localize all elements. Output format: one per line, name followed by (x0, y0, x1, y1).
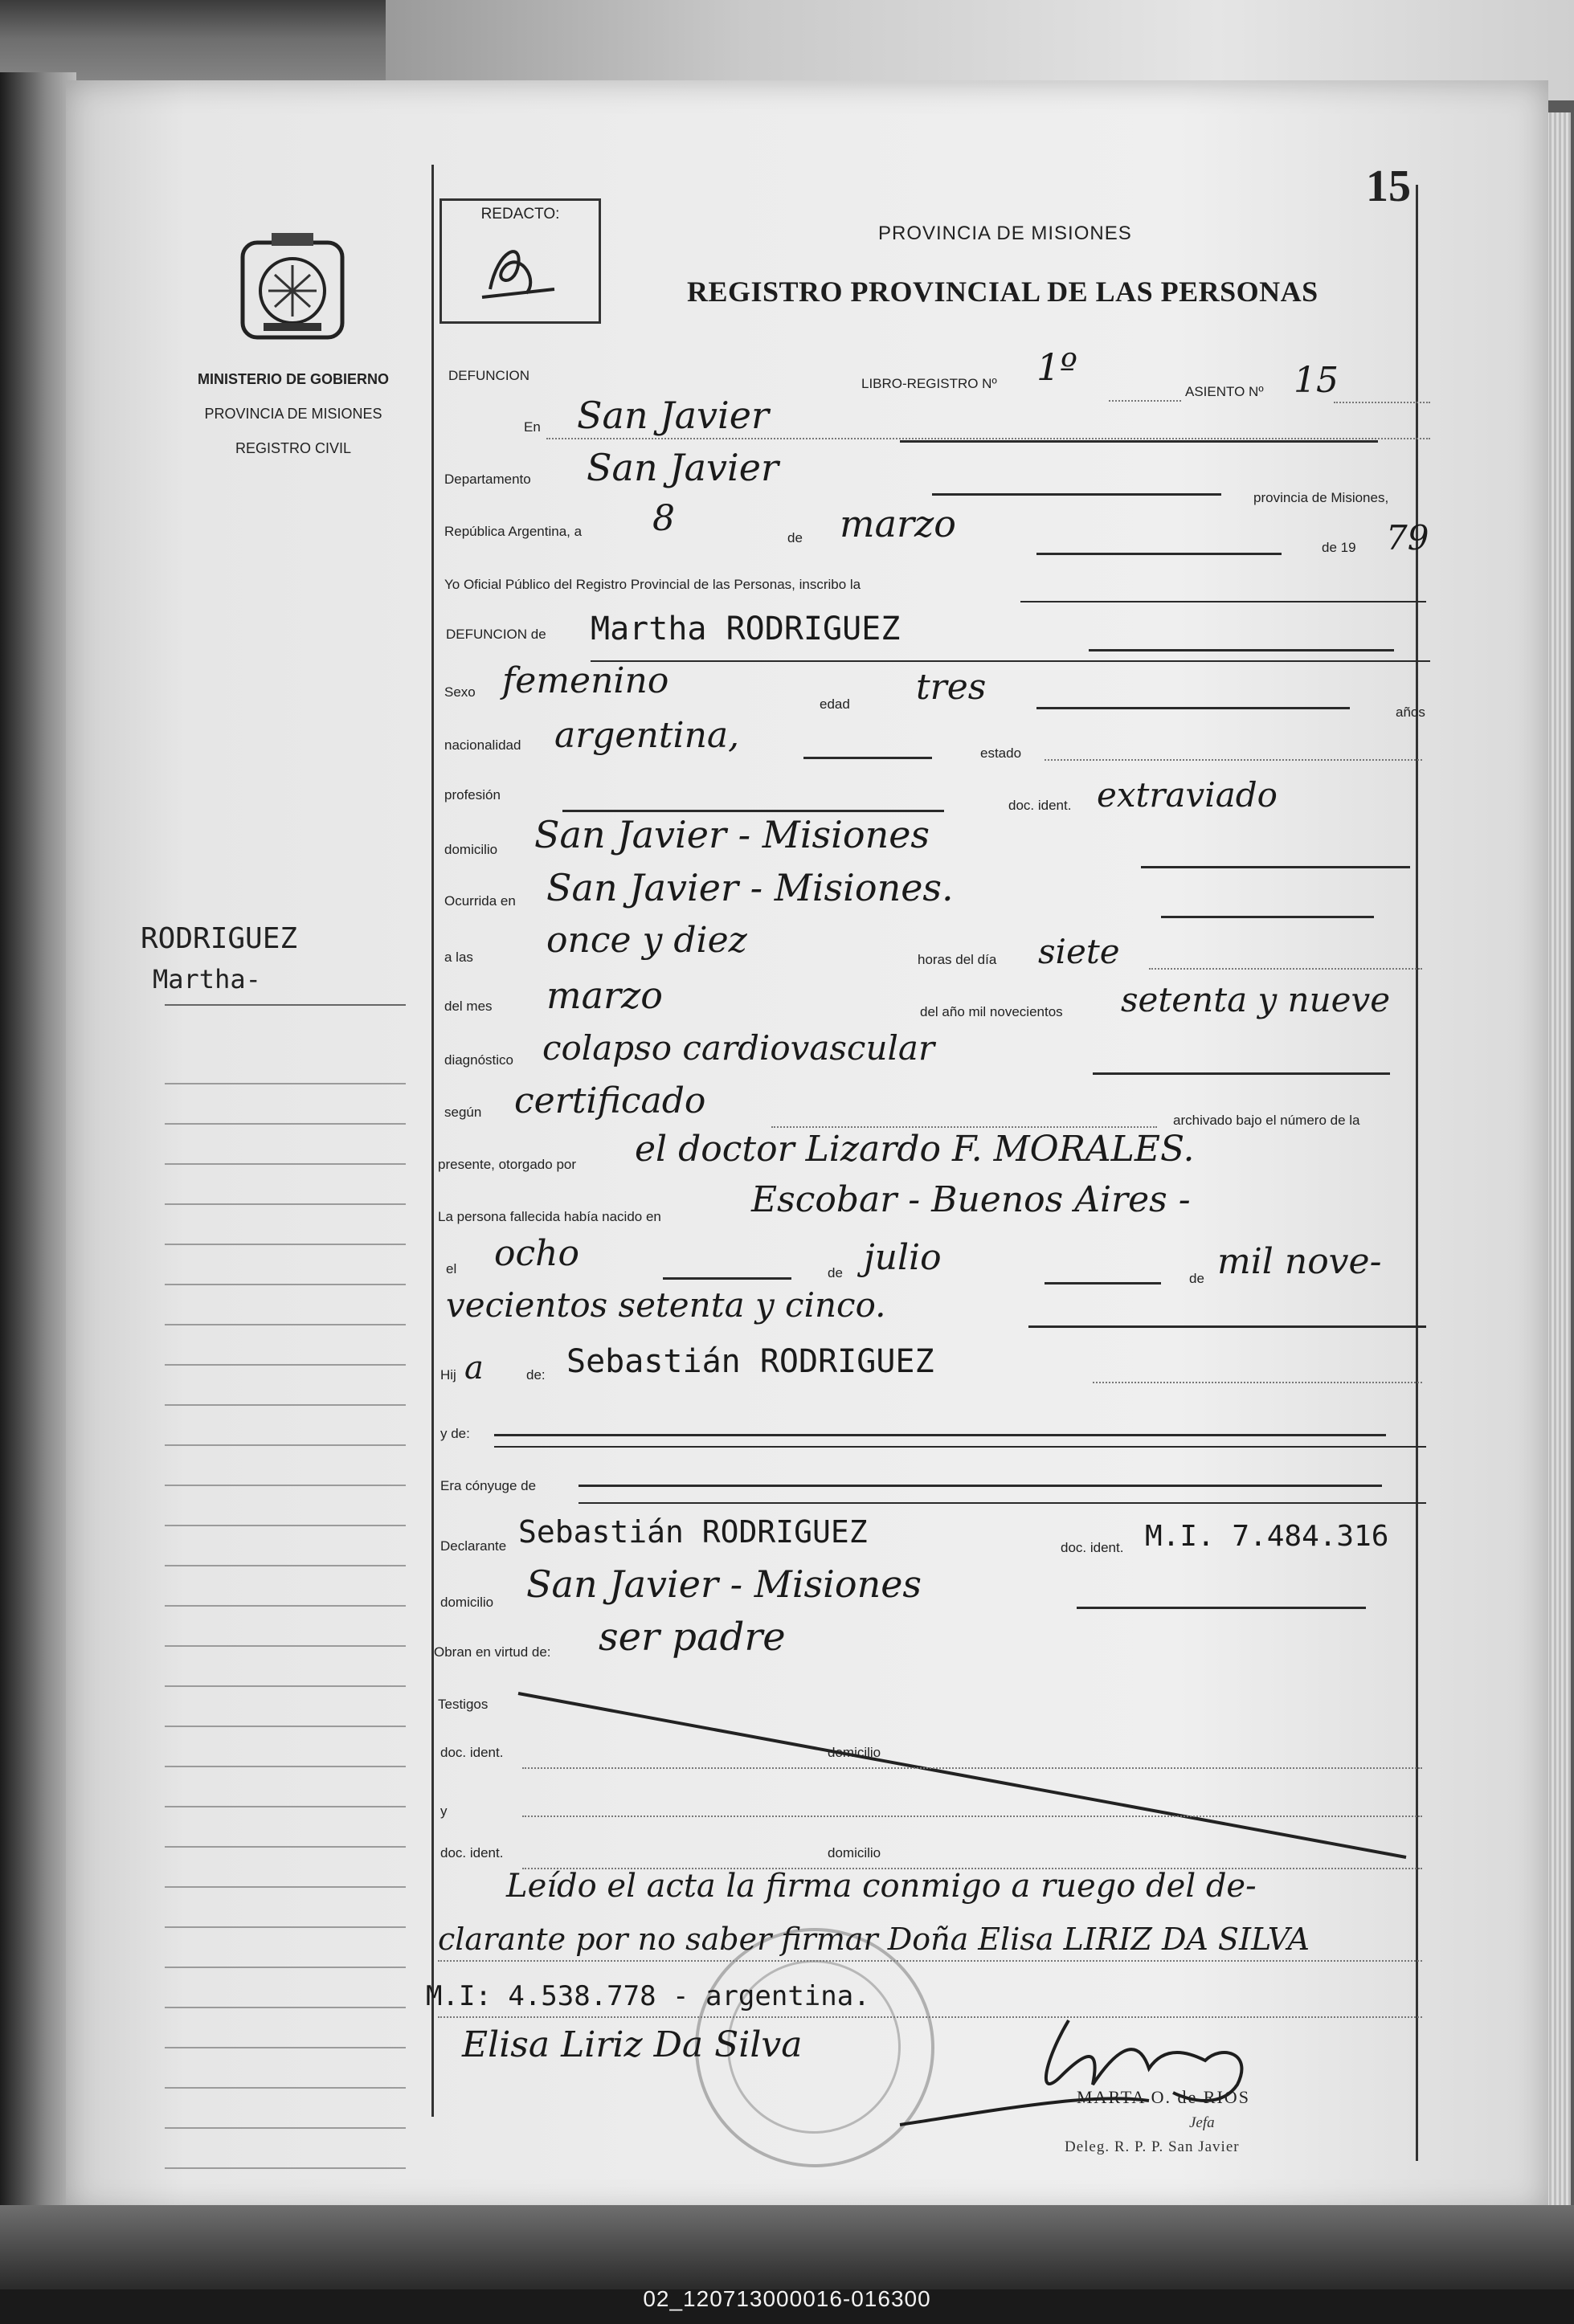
entry-hora: once y diez (546, 920, 747, 961)
ministry-province: PROVINCIA DE MISIONES (204, 406, 382, 422)
dotted-line (1045, 759, 1422, 761)
dotted-line (438, 1960, 1422, 1962)
label-sexo: Sexo (444, 684, 476, 700)
label-y-de: y de: (440, 1426, 470, 1441)
entry-ano: 79 (1386, 518, 1429, 558)
label-asiento: ASIENTO Nº (1185, 384, 1264, 399)
entry-padre: Sebastián RODRIGUEZ (566, 1343, 934, 1380)
line-fill (1141, 866, 1410, 868)
label-yo-oficial: Yo Oficial Público del Registro Provincial de las Personas, inscribo la (444, 577, 861, 592)
entry-libro-no: 1º (1036, 345, 1077, 389)
scan-table-edge (0, 2205, 1574, 2289)
line-fill (578, 1485, 1382, 1487)
entry-en: San Javier (577, 394, 769, 437)
label-declarante: Declarante (440, 1538, 507, 1554)
cancel-stroke-icon (514, 1687, 1414, 1864)
label-doc-ident-testigo-1: doc. ident. (440, 1745, 504, 1760)
entry-sexo: femenino (502, 660, 669, 701)
label-doc-ident-declarante: doc. ident. (1061, 1540, 1124, 1555)
line-fill (1089, 649, 1394, 651)
closing-line-1: Leído el acta la firma conmigo a ruego del de- (506, 1868, 1257, 1905)
label-del-ano: del año mil novecientos (920, 1004, 1063, 1019)
closing-line-2: clarante por no saber firmar Doña Elisa LIRIZ DA SILVA (438, 1922, 1310, 1957)
officer-title: Jefa (1189, 2114, 1215, 2131)
label-y: y (440, 1803, 448, 1819)
line-fill (1020, 601, 1426, 602)
label-libro-registro: LIBRO-REGISTRO Nº (861, 376, 997, 391)
file-caption: 02_120713000016-016300 (643, 2286, 931, 2311)
label-la-persona: La persona fallecida había nacido en (438, 1209, 661, 1224)
label-defuncion-de: DEFUNCION de (446, 627, 546, 642)
line-fill (562, 810, 944, 812)
line-fill (900, 440, 1378, 443)
ministry-civil-registry: REGISTRO CIVIL (235, 440, 352, 456)
label-hij: Hij (440, 1367, 456, 1383)
entry-declarante-doc: M.I. 7.484.316 (1145, 1520, 1389, 1553)
line-fill (591, 660, 1430, 662)
line-fill (1077, 1607, 1366, 1609)
label-de-19: de 19 (1322, 540, 1356, 555)
label-departamento: Departamento (444, 472, 531, 487)
line-fill (803, 757, 932, 759)
line-fill (932, 493, 1221, 496)
entry-nombre: Martha RODRIGUEZ (591, 611, 901, 647)
label-en: En (524, 419, 541, 435)
dotted-line (1109, 400, 1181, 402)
margin-underline (165, 1004, 406, 1006)
label-presente: presente, otorgado por (438, 1157, 577, 1172)
line-fill (1036, 707, 1350, 709)
line-fill (1028, 1325, 1426, 1328)
dotted-line (546, 438, 1430, 439)
line-fill (578, 1502, 1426, 1504)
dotted-line (1093, 1382, 1422, 1383)
label-de: de (787, 530, 803, 545)
entry-dia-texto: siete (1038, 932, 1120, 971)
margin-given-name: Martha- (153, 964, 261, 995)
label-archivado: archivado bajo el número de la (1173, 1113, 1360, 1128)
label-el: el (446, 1261, 457, 1276)
margin-ruled-lines (165, 1044, 406, 2169)
label-defuncion-type: DEFUNCION (448, 368, 530, 383)
margin-surname: RODRIGUEZ (141, 922, 298, 955)
entry-nacido-ano-2: vecientos setenta y cinco. (446, 1285, 886, 1325)
entry-edad: tres (916, 667, 987, 708)
label-domicilio-testigo-1: domicilio (828, 1745, 881, 1760)
entry-ocurrida-en: San Javier - Misiones. (546, 866, 954, 909)
header-registry-title: REGISTRO PROVINCIAL DE LAS PERSONAS (687, 276, 1318, 308)
entry-declarante: Sebastián RODRIGUEZ (518, 1514, 868, 1550)
officer-name: MARTA O. de RIOS (1077, 2087, 1250, 2107)
line-fill (1036, 553, 1282, 555)
entry-nacido-en: Escobar - Buenos Aires - (751, 1179, 1191, 1220)
entry-nacido-dia: ocho (494, 1233, 579, 1274)
label-domicilio-testigo-2: domicilio (828, 1845, 881, 1860)
dotted-line (522, 1815, 1422, 1817)
label-estado: estado (980, 745, 1022, 761)
redacto-signature-icon (474, 233, 570, 313)
label-testigos: Testigos (438, 1697, 489, 1712)
entry-nacido-ano-1: mil nove- (1217, 1241, 1382, 1282)
line-fill (1093, 1072, 1390, 1075)
label-era-conyuge: Era cónyuge de (440, 1478, 537, 1493)
dotted-line (522, 1767, 1422, 1769)
entry-mes-texto: marzo (546, 974, 663, 1017)
label-diagnostico: diagnóstico (444, 1052, 514, 1068)
label-domicilio: domicilio (444, 842, 498, 857)
entry-hij-suffix: a (464, 1350, 484, 1387)
redacto-label: REDACTO: (480, 206, 560, 223)
line-fill (1045, 1282, 1161, 1285)
label-doc-ident: doc. ident. (1008, 798, 1072, 813)
entry-segun: certificado (514, 1080, 706, 1121)
form-border-left (431, 165, 434, 2117)
dotted-line (771, 1126, 1157, 1128)
entry-obran: ser padre (599, 1615, 786, 1660)
officer-office: Deleg. R. P. P. San Javier (1065, 2138, 1240, 2155)
entry-asiento-no: 15 (1294, 360, 1339, 401)
redacto-box (439, 198, 601, 324)
label-segun: según (444, 1105, 482, 1120)
label-de-c: de (1189, 1271, 1204, 1286)
label-anos: años (1396, 705, 1425, 720)
line-fill (663, 1277, 791, 1280)
entry-dia: 8 (652, 498, 675, 539)
dotted-line (1334, 402, 1430, 403)
coat-of-arms-icon (239, 233, 345, 341)
entry-ano-texto: setenta y nueve (1121, 980, 1391, 1019)
book-cover-left (0, 72, 76, 2225)
line-fill (494, 1446, 1426, 1448)
label-de-b: de (828, 1265, 843, 1280)
entry-mes: marzo (840, 502, 956, 545)
label-domicilio-declarante: domicilio (440, 1595, 494, 1610)
label-nacionalidad: nacionalidad (444, 737, 521, 753)
label-horas-del-dia: horas del día (918, 952, 997, 967)
label-a-las: a las (444, 950, 473, 965)
line-fill (494, 1434, 1386, 1436)
ministry-title: MINISTERIO DE GOBIERNO (197, 371, 390, 387)
entry-diagnostico: colapso cardiovascular (542, 1028, 935, 1068)
label-obran: Obran en virtud de: (434, 1644, 551, 1660)
entry-departamento: San Javier (587, 446, 779, 489)
entry-otorgado-por: el doctor Lizardo F. MORALES. (635, 1129, 1195, 1170)
closing-line-3: M.I: 4.538.778 - argentina. (426, 1980, 870, 2012)
page-number: 15 (1366, 161, 1411, 211)
entry-nacido-mes: julio (864, 1237, 942, 1278)
label-de-padre: de: (526, 1367, 546, 1383)
label-provincia-misiones: provincia de Misiones, (1253, 490, 1389, 505)
entry-doc-ident: extraviado (1097, 775, 1278, 815)
entry-declarante-domicilio: San Javier - Misiones (526, 1562, 922, 1606)
label-del-mes: del mes (444, 999, 493, 1014)
dotted-line (1149, 968, 1422, 970)
entry-domicilio: San Javier - Misiones (534, 813, 930, 856)
label-profesion: profesión (444, 787, 501, 803)
line-fill (1161, 916, 1374, 918)
entry-nacionalidad: argentina, (554, 715, 740, 756)
header-province: PROVINCIA DE MISIONES (878, 223, 1132, 244)
witness-signature: Elisa Liriz Da Silva (462, 2024, 803, 2065)
label-republica: República Argentina, a (444, 524, 583, 539)
label-doc-ident-testigo-2: doc. ident. (440, 1845, 504, 1860)
form-border-right (1416, 185, 1418, 2161)
label-ocurrida-en: Ocurrida en (444, 893, 516, 909)
label-edad: edad (820, 696, 850, 712)
